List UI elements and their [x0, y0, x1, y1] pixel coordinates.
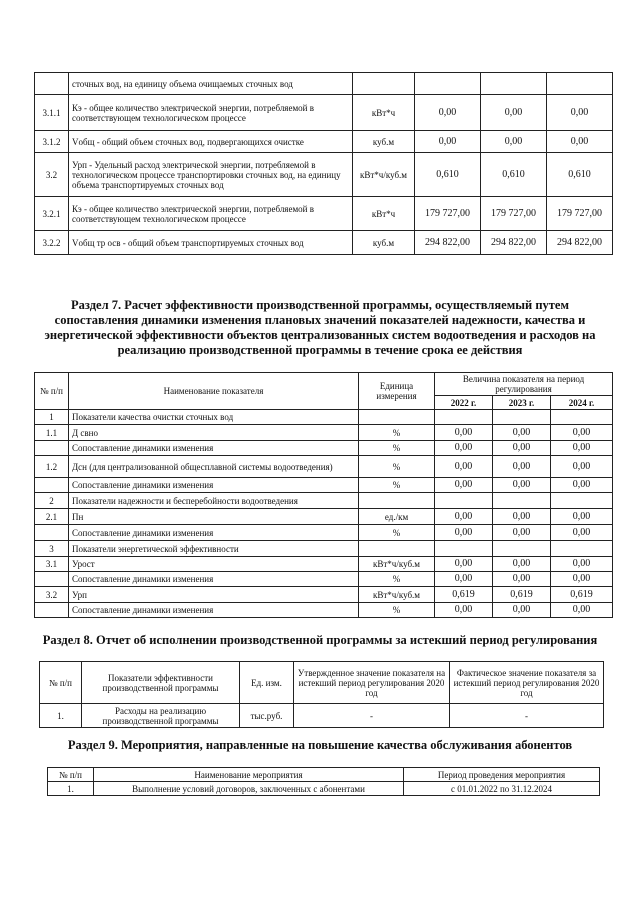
row-value-2023: 0,619: [493, 587, 551, 603]
table-continuation-body: [35, 73, 613, 255]
table-row: [35, 95, 613, 131]
row-number: 3.1.1: [35, 95, 69, 131]
row-indicator-name: Vобщ тр осв - общий объем транспортируемых сточных вод: [69, 231, 353, 255]
row-number: 3.2.2: [35, 231, 69, 255]
table-row: [35, 509, 613, 525]
section9-table: [47, 767, 600, 796]
row-value-2024: 294 822,00: [547, 231, 613, 255]
row-value-2023: 294 822,00: [481, 231, 547, 255]
row-indicator-name: Пн: [69, 509, 359, 525]
s8-row-name: Расходы на реализацию производственной программы: [82, 704, 240, 728]
row-unit: куб.м: [353, 231, 415, 255]
s7-header-unit: Единица измерения: [359, 373, 435, 410]
table-row: [35, 587, 613, 603]
row-indicator-name: Сопоставление динамики изменения: [69, 572, 359, 587]
row-number: [35, 73, 69, 95]
table-row: [35, 525, 613, 541]
row-indicator-name: Д свно: [69, 425, 359, 441]
row-unit: %: [359, 603, 435, 618]
row-indicator-name: Кэ - общее количество электрической энергии, потребляемой в соответствующем технологическом процессе: [69, 197, 353, 231]
row-value-2022: 0,00: [435, 425, 493, 441]
row-value-2024: 0,00: [551, 525, 613, 541]
row-number: 2: [35, 493, 69, 509]
row-indicator-name: Урп: [69, 587, 359, 603]
row-value-2024: 0,00: [551, 425, 613, 441]
section7-title: Раздел 7. Расчет эффективности производственной программы, осуществляемый путем сопоставления динамики изменения плановых значений показателей надежности, качества и энергетической эффективности объектов централизованных систем водоотведения и расходов на реализацию производственной программы в течение срока ее действия: [44, 298, 596, 357]
row-unit: кВт*ч/куб.м: [353, 153, 415, 197]
row-indicator-name: сточных вод, на единицу объема очищаемых сточных вод: [69, 73, 353, 95]
row-unit: кВт*ч/куб.м: [359, 557, 435, 572]
row-value-2022: 0,00: [435, 557, 493, 572]
s7-header-year-3: 2024 г.: [551, 396, 613, 410]
table-continuation: [34, 72, 613, 255]
row-indicator-name: Показатели надежности и бесперебойности водоотведения: [69, 493, 359, 509]
row-number: 1.1: [35, 425, 69, 441]
row-number: 3.2.1: [35, 197, 69, 231]
row-number: [35, 525, 69, 541]
row-value-2022: [415, 73, 481, 95]
row-value-2023: [493, 493, 551, 509]
row-value-2023: 0,610: [481, 153, 547, 197]
row-number: [35, 478, 69, 493]
row-unit: [353, 73, 415, 95]
table-row: [35, 493, 613, 509]
table-row: [35, 572, 613, 587]
row-value-2024: 0,00: [551, 603, 613, 618]
row-number: 3.1.2: [35, 131, 69, 153]
row-indicator-name: Сопоставление динамики изменения: [69, 525, 359, 541]
row-number: [35, 603, 69, 618]
row-value-2024: 0,00: [551, 478, 613, 493]
row-value-2022: 0,00: [415, 131, 481, 153]
row-number: 1: [35, 410, 69, 425]
table-row: [35, 557, 613, 572]
row-unit: %: [359, 478, 435, 493]
row-value-2023: 0,00: [481, 131, 547, 153]
table-row: [35, 410, 613, 425]
s8-row-approved: -: [294, 704, 450, 728]
row-number: 3.2: [35, 153, 69, 197]
row-value-2023: [493, 541, 551, 557]
section7-table-body: [35, 410, 613, 618]
table-row: [35, 425, 613, 441]
row-value-2022: 294 822,00: [415, 231, 481, 255]
row-value-2022: [435, 493, 493, 509]
row-value-2024: [551, 493, 613, 509]
s8-row-num: 1.: [40, 704, 82, 728]
row-unit: [359, 493, 435, 509]
row-number: [35, 441, 69, 456]
table-row: [35, 131, 613, 153]
row-value-2024: [551, 541, 613, 557]
row-value-2023: [481, 73, 547, 95]
row-unit: %: [359, 441, 435, 456]
row-indicator-name: Сопоставление динамики изменения: [69, 478, 359, 493]
row-value-2024: 0,00: [547, 95, 613, 131]
table-row: [40, 704, 604, 728]
row-value-2023: 0,00: [493, 509, 551, 525]
table-row: [35, 478, 613, 493]
row-value-2024: 0,00: [551, 572, 613, 587]
row-number: [35, 572, 69, 587]
row-value-2022: 179 727,00: [415, 197, 481, 231]
row-indicator-name: Показатели энергетической эффективности: [69, 541, 359, 557]
row-number: 2.1: [35, 509, 69, 525]
row-value-2024: 0,610: [547, 153, 613, 197]
row-value-2024: 0,00: [551, 509, 613, 525]
s8-row-actual: -: [450, 704, 604, 728]
row-value-2022: 0,00: [435, 509, 493, 525]
row-value-2022: 0,00: [435, 478, 493, 493]
s9-row-period: с 01.01.2022 по 31.12.2024: [404, 782, 600, 796]
row-indicator-name: Урост: [69, 557, 359, 572]
row-value-2024: 0,00: [551, 441, 613, 456]
row-value-2023: 0,00: [481, 95, 547, 131]
row-value-2024: 0,00: [551, 456, 613, 478]
row-value-2024: 179 727,00: [547, 197, 613, 231]
row-value-2023: 0,00: [493, 603, 551, 618]
row-unit: кВт*ч: [353, 95, 415, 131]
table-row: [35, 456, 613, 478]
row-indicator-name: Дсн (для централизованной общесплавной системы водоотведения): [69, 456, 359, 478]
row-indicator-name: Урп - Удельный расход электрической энергии, потребляемой в технологическом процессе транспортировки сточных вод, на единицу объема транспортируемых сточных вод: [69, 153, 353, 197]
row-value-2022: 0,00: [435, 572, 493, 587]
row-value-2022: 0,619: [435, 587, 493, 603]
table-row: [35, 73, 613, 95]
table-row: [48, 782, 600, 796]
table-row: [35, 441, 613, 456]
row-value-2023: 0,00: [493, 572, 551, 587]
row-unit: %: [359, 456, 435, 478]
s7-header-name: Наименование показателя: [69, 373, 359, 410]
section8-table: [39, 661, 604, 728]
row-value-2022: [435, 410, 493, 425]
s9-row-name: Выполнение условий договоров, заключенных с абонентами: [94, 782, 404, 796]
row-value-2024: 0,00: [547, 131, 613, 153]
s8-header-actual: Фактическое значение показателя за истекший период регулирования 2020 год: [450, 662, 604, 704]
section8-title: Раздел 8. Отчет об исполнении производственной программы за истекший период регулирования: [42, 633, 598, 647]
row-value-2024: 0,619: [551, 587, 613, 603]
row-number: 3.2: [35, 587, 69, 603]
row-unit: кВт*ч: [353, 197, 415, 231]
section7-table: [34, 372, 613, 618]
row-value-2022: 0,00: [435, 456, 493, 478]
s9-header-name: Наименование мероприятия: [94, 768, 404, 782]
row-unit: [359, 410, 435, 425]
row-unit: куб.м: [353, 131, 415, 153]
row-value-2022: [435, 541, 493, 557]
row-unit: ед./км: [359, 509, 435, 525]
row-number: 3.1: [35, 557, 69, 572]
s8-header-approved: Утвержденное значение показателя на истекший период регулирования 2020 год: [294, 662, 450, 704]
row-number: 1.2: [35, 456, 69, 478]
row-value-2023: 0,00: [493, 441, 551, 456]
row-value-2022: 0,00: [415, 95, 481, 131]
row-indicator-name: Кэ - общее количество электрической энергии, потребляемой в соответствующем технологическом процессе: [69, 95, 353, 131]
row-indicator-name: Сопоставление динамики изменения: [69, 603, 359, 618]
s8-header-unit: Ед. изм.: [240, 662, 294, 704]
row-indicator-name: Показатели качества очистки сточных вод: [69, 410, 359, 425]
table-row: [35, 541, 613, 557]
row-unit: %: [359, 425, 435, 441]
row-value-2023: 0,00: [493, 456, 551, 478]
row-unit: %: [359, 525, 435, 541]
row-value-2022: 0,00: [435, 525, 493, 541]
s8-header-num: № п/п: [40, 662, 82, 704]
table-row: [35, 153, 613, 197]
row-value-2023: 0,00: [493, 557, 551, 572]
row-value-2023: 0,00: [493, 478, 551, 493]
row-indicator-name: Сопоставление динамики изменения: [69, 441, 359, 456]
row-value-2022: 0,00: [435, 441, 493, 456]
s8-header-name: Показатели эффективности производственной программы: [82, 662, 240, 704]
row-unit: кВт*ч/куб.м: [359, 587, 435, 603]
row-indicator-name: Vобщ - общий объем сточных вод, подвергающихся очистке: [69, 131, 353, 153]
row-unit: [359, 541, 435, 557]
row-value-2023: 0,00: [493, 525, 551, 541]
s7-header-group: Величина показателя на период регулирования: [435, 373, 613, 396]
s7-header-num: № п/п: [35, 373, 69, 410]
row-value-2023: 179 727,00: [481, 197, 547, 231]
s9-row-num: 1.: [48, 782, 94, 796]
section9-title: Раздел 9. Мероприятия, направленные на повышение качества обслуживания абонентов: [67, 738, 573, 752]
row-value-2022: 0,00: [435, 603, 493, 618]
s7-header-year-2: 2023 г.: [493, 396, 551, 410]
row-value-2024: [551, 410, 613, 425]
table-row: [35, 231, 613, 255]
s9-header-num: № п/п: [48, 768, 94, 782]
table-row: [35, 197, 613, 231]
row-number: 3: [35, 541, 69, 557]
row-value-2022: 0,610: [415, 153, 481, 197]
row-value-2024: [547, 73, 613, 95]
row-value-2023: [493, 410, 551, 425]
table-row: [35, 603, 613, 618]
s9-header-period: Период проведения мероприятия: [404, 768, 600, 782]
s7-header-year-1: 2022 г.: [435, 396, 493, 410]
row-value-2024: 0,00: [551, 557, 613, 572]
row-unit: %: [359, 572, 435, 587]
row-value-2023: 0,00: [493, 425, 551, 441]
s8-row-unit: тыс.руб.: [240, 704, 294, 728]
